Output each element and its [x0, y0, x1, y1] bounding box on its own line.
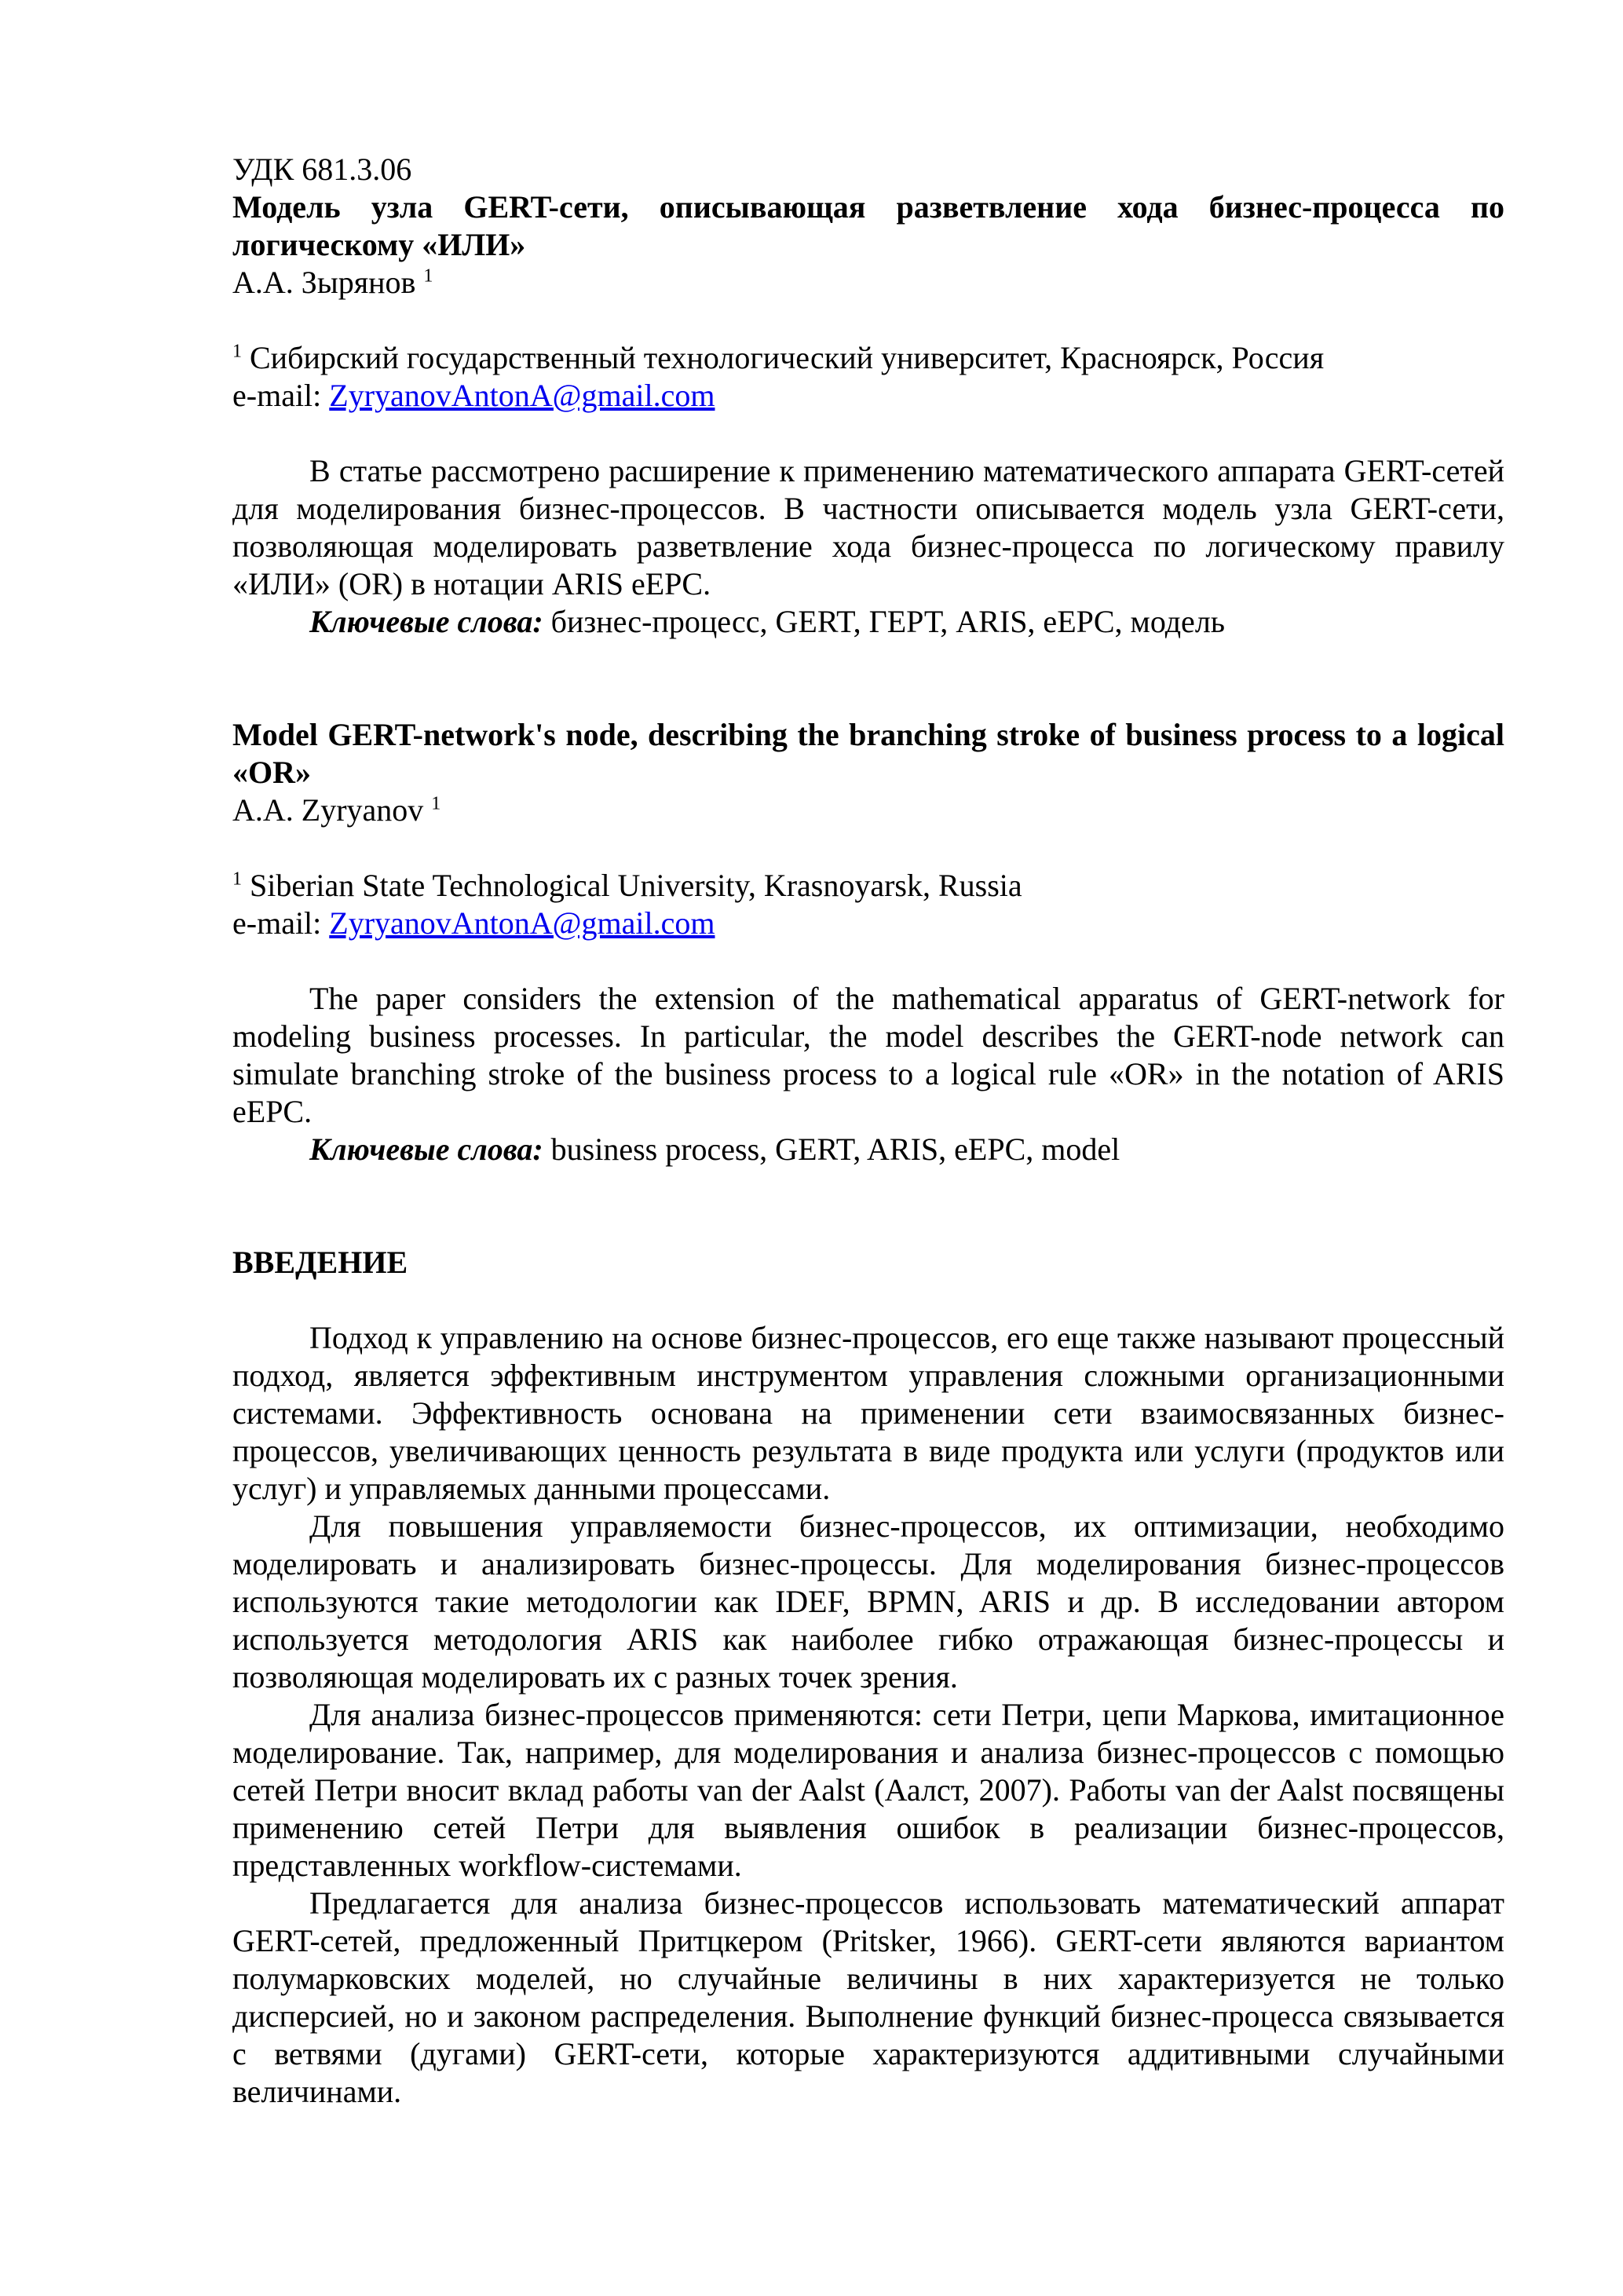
- ru-author-name: А.А. Зырянов: [232, 265, 416, 300]
- ru-keywords-text: бизнес-процесс, GERT, ГЕРТ, ARIS, eEPC, модель: [543, 604, 1226, 639]
- ru-affil-sup: 1: [232, 341, 242, 362]
- udk-code: УДК 681.3.06: [232, 152, 412, 187]
- intro-paragraph-4: Предлагается для анализа бизнес-процессов использовать математический аппарат GERT-сетей, предложенный Притцкером (Pritsker, 1966). GERT-сети являются вариантом полумарковских моделей, но случайные величины в них характеризуется не только дисперсией, но и законом распределения. Выполнение функций бизнес-процесса связывается с ветвями (дугами) GERT-сети, которые характеризуются аддитивными случайными величинами.: [232, 1885, 1504, 2109]
- en-keywords-label: Ключевые слова:: [309, 1132, 543, 1167]
- en-author: [232, 792, 1504, 829]
- intro-paragraph-3: Для анализа бизнес-процессов применяются: сети Петри, цепи Маркова, имитационное моделирование. Так, например, для моделирования и анализа бизнес-процессов с помощью сетей Петри вносит вклад работы van der Aalst (Аалст, 2007). Работы van der Aalst посвящены применению сетей Петри для выявления ошибок в реализации бизнес-процессов, представленных workflow-системами.: [232, 1697, 1505, 1883]
- en-keywords: [232, 1131, 1504, 1168]
- en-email-line: [232, 905, 1504, 942]
- ru-title: Модель узла GERT-сети, описывающая разветвление хода бизнес-процесса по логическому «ИЛИ»: [232, 189, 1504, 262]
- en-title: Model GERT-network's node, describing the branching stroke of business process to a logical «OR»: [232, 717, 1504, 790]
- ru-author-sup: 1: [423, 265, 433, 287]
- en-affil-sup: 1: [232, 868, 242, 890]
- ru-email-link[interactable]: ZyryanovAntonA@gmail.com: [329, 378, 715, 413]
- en-email-label: e-mail:: [232, 905, 330, 941]
- ru-email-label: e-mail:: [232, 378, 330, 413]
- ru-keywords: [232, 603, 1504, 641]
- intro-paragraph-1: Подход к управлению на основе бизнес-процессов, его еще также называют процессный подход, является эффективным инструментом управления сложными организационными системами. Эффективность основана на применении сети взаимосвязанных бизнес-процессов, увеличивающих ценность результата в виде продукта или услуги (продуктов или услуг) и управляемых данными процессами.: [232, 1320, 1504, 1506]
- en-affiliation-text: Siberian State Technological University, Krasnoyarsk, Russia: [250, 868, 1022, 903]
- ru-email-line: [232, 377, 1504, 415]
- ru-abstract: В статье рассмотрено расширение к применению математического аппарата GERT-сетей для моделирования бизнес-процессов. В частности описывается модель узла GERT-сети, позволяющая моделировать разветвление хода бизнес-процесса по логическому правилу «ИЛИ» (OR) в нотации ARIS eEPC.: [232, 453, 1504, 601]
- en-author-sup: 1: [431, 793, 441, 814]
- en-abstract: The paper considers the extension of the mathematical apparatus of GERT-network for modeling business processes. In particular, the model describes the GERT-node network can simulate branching stroke of the business process to a logical rule «OR» in the notation of ARIS eEPC.: [232, 981, 1504, 1129]
- ru-author: [232, 264, 1504, 302]
- intro-paragraph-2: Для повышения управляемости бизнес-процессов, их оптимизации, необходимо моделировать и анализировать бизнес-процессы. Для моделирования бизнес-процессов используются такие методологии как IDEF, BPMN, ARIS и др. В исследовании автором используется методология ARIS как наиболее гибко отражающая бизнес-процессы и позволяющая моделировать их с разных точек зрения.: [232, 1508, 1504, 1695]
- en-author-name: A.A. Zyryanov: [232, 792, 424, 828]
- en-affiliation: [232, 867, 1504, 905]
- en-email-link[interactable]: ZyryanovAntonA@gmail.com: [329, 905, 715, 941]
- intro-heading: ВВЕДЕНИЕ: [232, 1245, 408, 1280]
- en-keywords-text: business process, GERT, ARIS, eEPC, model: [543, 1132, 1120, 1167]
- paper-page: [232, 151, 1504, 2111]
- ru-keywords-label: Ключевые слова:: [309, 604, 543, 639]
- ru-affiliation-text: Сибирский государственный технологический университет, Красноярск, Россия: [250, 340, 1325, 375]
- ru-affiliation: [232, 339, 1504, 377]
